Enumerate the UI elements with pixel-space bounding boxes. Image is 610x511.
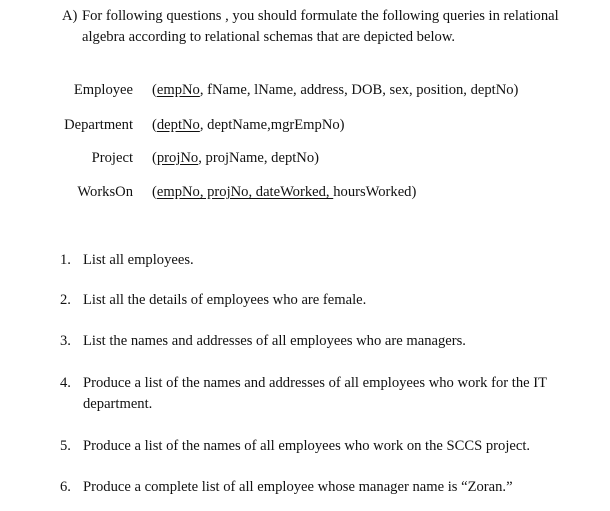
schema-attributes bbox=[152, 80, 518, 100]
question-number: 3. bbox=[60, 333, 71, 349]
schema-name: Department bbox=[64, 117, 133, 133]
question-text bbox=[83, 331, 593, 352]
question-number: 1. bbox=[60, 252, 71, 268]
schema-open-paren: ( bbox=[152, 117, 157, 133]
question-text bbox=[83, 436, 593, 457]
schema-open-paren: ( bbox=[152, 184, 157, 200]
question-line: department. bbox=[83, 396, 153, 412]
schema-primary-key: empNo, projNo, dateWorked, bbox=[156, 184, 334, 200]
schema-name: WorksOn bbox=[77, 184, 133, 200]
schema-other-attributes: , fName, lName, address, DOB, sex, position, deptNo) bbox=[199, 82, 519, 98]
question-line: Produce a list of the names and addresses of all employees who work for the IT bbox=[83, 375, 548, 391]
instructions-line-1: For following questions , you should formulate the following queries in relational bbox=[82, 8, 559, 24]
schema-name: Project bbox=[91, 150, 133, 166]
question-text bbox=[83, 373, 593, 415]
question-number: 6. bbox=[60, 479, 71, 495]
schema-name: Employee bbox=[73, 82, 133, 98]
schema-attributes bbox=[152, 182, 416, 202]
schema-other-attributes: , deptName,mgrEmpNo) bbox=[199, 117, 345, 133]
question-line: Produce a list of the names of all employees who work on the SCCS project. bbox=[83, 438, 531, 454]
question-line: List all the details of employees who are female. bbox=[83, 292, 367, 308]
instructions-line-2: algebra according to relational schemas that are depicted below. bbox=[82, 29, 456, 45]
schema-attributes bbox=[152, 148, 319, 168]
schema-row-project bbox=[0, 148, 610, 168]
schema-other-attributes: hoursWorked) bbox=[333, 184, 417, 200]
schema-primary-key: projNo bbox=[156, 150, 199, 166]
section-label: A) bbox=[62, 8, 78, 24]
schema-row-employee bbox=[0, 80, 610, 100]
schema-attributes bbox=[152, 115, 345, 135]
schema-row-workson bbox=[0, 182, 610, 202]
question-number: 2. bbox=[60, 292, 71, 308]
schema-row-department bbox=[0, 115, 610, 135]
schema-primary-key: empNo bbox=[156, 82, 200, 98]
schema-other-attributes: , projName, deptNo) bbox=[198, 150, 320, 166]
question-line: List the names and addresses of all employees who are managers. bbox=[83, 333, 466, 349]
schema-primary-key: deptNo bbox=[156, 117, 200, 133]
question-text bbox=[83, 290, 593, 311]
schema-open-paren: ( bbox=[152, 150, 157, 166]
schema-open-paren: ( bbox=[152, 82, 157, 98]
question-line: List all employees. bbox=[83, 252, 194, 268]
question-text bbox=[83, 477, 593, 498]
question-number: 4. bbox=[60, 375, 71, 391]
question-line: Produce a complete list of all employee whose manager name is “Zoran.” bbox=[83, 479, 513, 495]
question-number: 5. bbox=[60, 438, 71, 454]
question-text bbox=[83, 250, 593, 271]
